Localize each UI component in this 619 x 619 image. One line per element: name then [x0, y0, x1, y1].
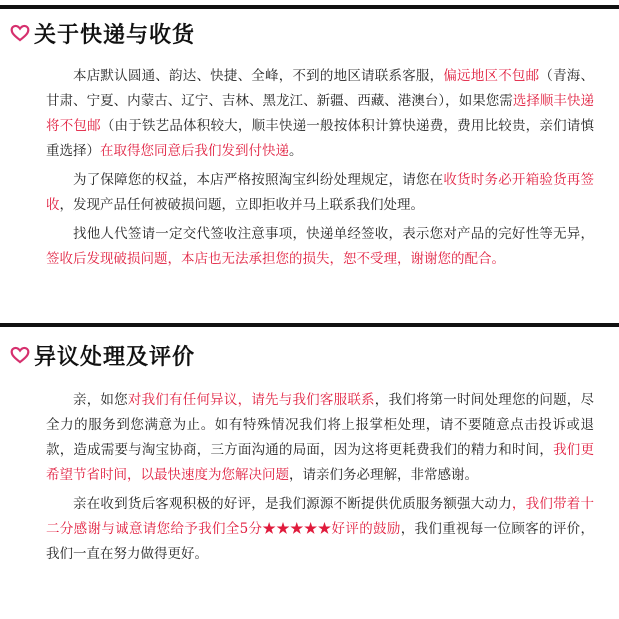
text-run: 找他人代签请一定交代签收注意事项，快递单经签收，表示您对产品的完好性等无异，: [73, 226, 594, 242]
heart-outline-icon: [10, 345, 30, 365]
highlight-contact-service: 对我们有任何异议，请先与我们客服联系: [127, 392, 375, 408]
text-run: 为了保障您的权益，本店严格按照淘宝纠纷处理规定，请您在: [73, 172, 444, 188]
text-run: ，我们将第一时间处理您的问题，尽全力的服务到您满意为止。如有特殊情况我们将上报掌柜处理，请不要随意点击投诉或退款，造成需要与淘宝协商，三方面沟通的局面，因为这将更耗费我们的精力和时间，: [46, 392, 595, 458]
highlight-no-liability: 签收后发现破损问题，本店也无法承担您的损失，恕不受理，谢谢您的配合。: [46, 251, 505, 267]
shipping-body: [46, 64, 594, 276]
text-run: 本店默认圆通、韵达、快捷、全峰，不到的地区请联系客服，: [73, 68, 444, 84]
text-run: （青海、甘肃、宁夏、内蒙古、辽宁、吉林、黑龙江、新疆、西藏、港澳台），如果您需: [46, 68, 595, 109]
dispute-body: [46, 388, 594, 571]
shipping-section: [0, 18, 619, 48]
dispute-heading: [0, 340, 619, 370]
dispute-paragraph-2: [46, 492, 594, 567]
dispute-title: 异议处理及评价: [34, 343, 196, 370]
highlight-cod-shipping: 在取得您同意后我们发到付快递: [100, 143, 289, 159]
heart-outline-icon: [10, 23, 30, 43]
text-run: 。: [289, 143, 303, 159]
section-divider: [0, 323, 619, 327]
shipping-heading: [0, 18, 619, 48]
shipping-paragraph-3: [46, 222, 594, 272]
text-run: ，请亲们务必理解，非常感谢。: [289, 467, 478, 483]
text-run: 亲在收到货后客观积极的好评，是我们源源不断提供优质服务额强大动力: [73, 496, 512, 512]
text-run: ，发现产品任何被破损问题，立即拒收并马上联系我们处理。: [59, 197, 424, 213]
highlight-remote-no-free-shipping: 偏远地区不包邮: [443, 68, 540, 84]
top-divider: [0, 5, 619, 9]
shipping-paragraph-1: [46, 64, 594, 164]
text-run: （由于铁艺品体积较大，顺丰快递一般按体积计算快递费，费用比较贵，亲们请慎重选择）: [46, 118, 595, 159]
text-run: ，我们重视每一位顾客的评价，我们一直在努力做得更好。: [46, 521, 595, 562]
shipping-title: 关于快递与收货: [34, 21, 196, 48]
shipping-paragraph-2: [46, 168, 594, 218]
highlight-inspect-before-sign: 收货时务必开箱验货再签收: [46, 172, 595, 213]
highlight-save-time: 我们更希望节省时间，以最快速度为您解决问题: [46, 442, 595, 483]
highlight-five-star-request: ，我们带着十二分感谢与诚意请您给予我们全5分★★★★★好评的鼓励: [46, 496, 595, 537]
dispute-section: [0, 340, 619, 370]
highlight-sf-no-free-shipping: 选择顺丰快递将不包邮: [46, 93, 594, 134]
dispute-paragraph-1: [46, 388, 594, 488]
text-run: 亲，如您: [73, 392, 128, 408]
